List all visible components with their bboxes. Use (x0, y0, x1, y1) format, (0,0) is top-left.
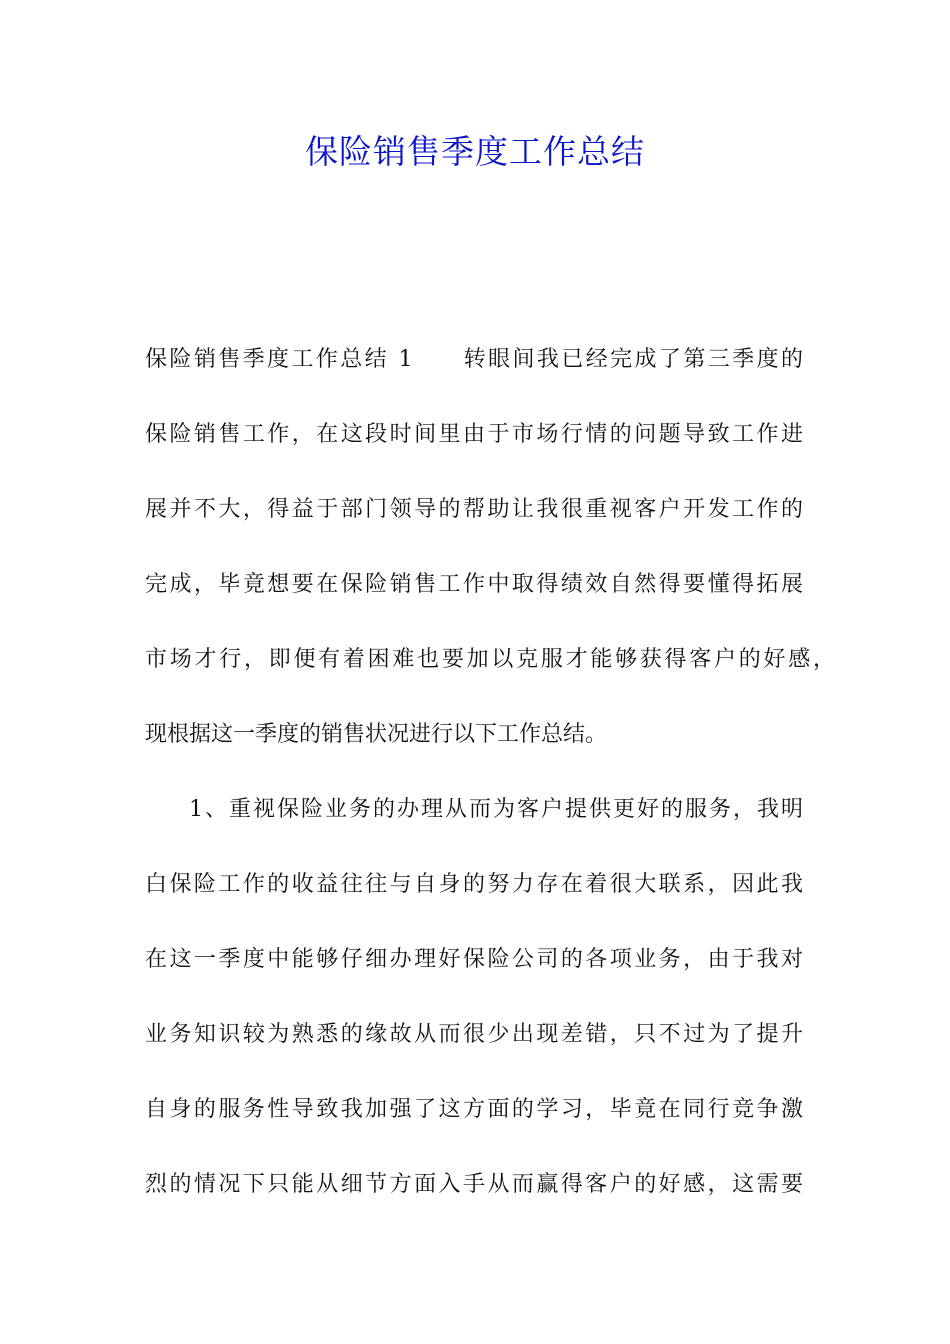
paragraph-line: 展并不大，得益于部门领导的帮助让我很重视客户开发工作的 (145, 497, 803, 522)
paragraph-line: 完成，毕竟想要在保险销售工作中取得绩效自然得要懂得拓展 (145, 572, 803, 597)
paragraph-line: 在这一季度中能够仔细办理好保险公司的各项业务，由于我对 (145, 947, 803, 972)
paragraph-line: 保险销售工作，在这段时间里由于市场行情的问题导致工作进 (145, 422, 803, 447)
paragraph-line: 自身的服务性导致我加强了这方面的学习，毕竟在同行竞争激 (145, 1097, 803, 1122)
paragraph-line: 市场才行，即便有着困难也要加以克服才能够获得客户的好感， (145, 647, 835, 672)
document-title: 保险销售季度工作总结 (305, 132, 645, 171)
paragraph-line: 现根据这一季度的销售状况进行以下工作总结。 (145, 722, 608, 747)
paragraph-line: 1、重视保险业务的办理从而为客户提供更好的服务，我明 (189, 797, 803, 822)
paragraph-line: 业务知识较为熟悉的缘故从而很少出现差错，只不过为了提升 (145, 1022, 803, 1047)
paragraph-line: 白保险工作的收益往往与自身的努力存在着很大联系，因此我 (145, 872, 803, 897)
paragraph-line: 保险销售季度工作总结 1 转眼间我已经完成了第三季度的 (145, 347, 803, 372)
paragraph-line: 烈的情况下只能从细节方面入手从而赢得客户的好感，这需要 (145, 1172, 803, 1197)
